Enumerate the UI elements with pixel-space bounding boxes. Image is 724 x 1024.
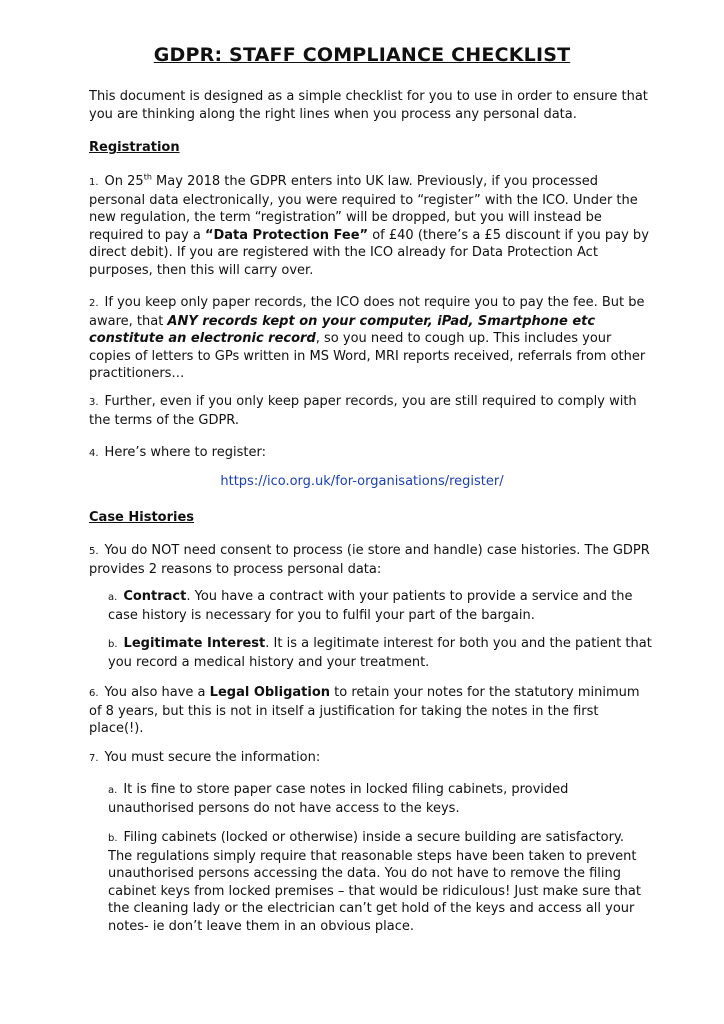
item-5: 5. You do NOT need consent to process (ie store and handle) case histories. The GDPR provides 2 reasons to process personal data: <box>89 543 650 577</box>
item-7b: b. Filing cabinets (locked or otherwise) inside a secure building are satisfactory. The regulations simply require that reasonable steps have been taken to prevent unauthorised persons accessing the data. You do not have to remove the filing cabinet keys from locked premises – that would be ridiculous! Just make sure that the cleaning lady or the electrician can’t get hold of the keys and access all your notes- ie don’t leave them in an obvious place. <box>108 830 641 934</box>
item-5a: a. Contract. You have a contract with your patients to provide a service and the case history is necessary for you to fulfil your part of the bargain. <box>108 589 633 623</box>
item-1-number: 1. <box>89 177 99 188</box>
data-protection-fee: “Data Protection Fee” <box>204 227 369 243</box>
item-7a-letter: a. <box>108 785 118 796</box>
item-3-number: 3. <box>89 397 99 408</box>
item-5b-letter: b. <box>108 639 118 650</box>
item-7b-letter: b. <box>108 833 118 844</box>
item-4: 4. Here’s where to register: <box>89 445 266 460</box>
item-4-number: 4. <box>89 448 99 459</box>
item-6-number: 6. <box>89 688 99 699</box>
item-5a-letter: a. <box>108 592 118 603</box>
item-7a: a. It is fine to store paper case notes in locked filing cabinets, provided unauthorised persons do not have access to the keys. <box>108 782 569 816</box>
item-2: 2. If you keep only paper records, the ICO does not require you to pay the fee. But be aware, that ANY records kept on your computer, iPad, Smartphone etc constitute an electronic record, so you need to cough up. This includes your copies of letters to GPs written in MS Word, MRI reports received, referrals from other practitioners… <box>89 295 646 381</box>
intro-paragraph: This document is designed as a simple checklist for you to use in order to ensure that you are thinking along the right lines when you process any personal data. <box>89 89 648 122</box>
registration-heading: Registration <box>89 140 180 155</box>
contract-label: Contract <box>123 589 187 604</box>
item-6: 6. You also have a Legal Obligation to retain your notes for the statutory minimum of 8 years, but this is not in itself a justification for taking the notes in the first place(!). <box>89 685 640 736</box>
item-1: 1. On 25th May 2018 the GDPR enters into UK law. Previously, if you processed personal data electronically, you were required to “register” with the ICO. Under the new regulation, the term “registration” will be dropped, but you will instead be required to pay a “Data Protection Fee” of £40 (there’s a £5 discount if you pay by direct debit). If you are registered with the ICO already for Data Protection Act purposes, then this will carry over. <box>89 172 649 278</box>
case-histories-heading: Case Histories <box>89 510 195 525</box>
item-2-number: 2. <box>89 298 99 309</box>
legal-obligation-label: Legal Obligation <box>209 685 331 700</box>
ico-register-link[interactable]: https://ico.org.uk/for-organisations/register/ <box>220 474 504 489</box>
electronic-record-emphasis: ANY records kept on your computer, iPad, Smartphone etc constitute an electronic record <box>89 313 596 346</box>
page-title: GDPR: STAFF COMPLIANCE CHECKLIST <box>153 44 571 66</box>
legitimate-interest-label: Legitimate Interest <box>123 636 266 651</box>
item-3: 3. Further, even if you only keep paper records, you are still required to comply with the terms of the GDPR. <box>89 394 637 428</box>
item-7-number: 7. <box>89 753 99 764</box>
item-5b: b. Legitimate Interest. It is a legitimate interest for both you and the patient that you record a medical history and your treatment. <box>108 636 652 670</box>
item-7: 7. You must secure the information: <box>89 750 321 765</box>
item-5-number: 5. <box>89 546 99 557</box>
